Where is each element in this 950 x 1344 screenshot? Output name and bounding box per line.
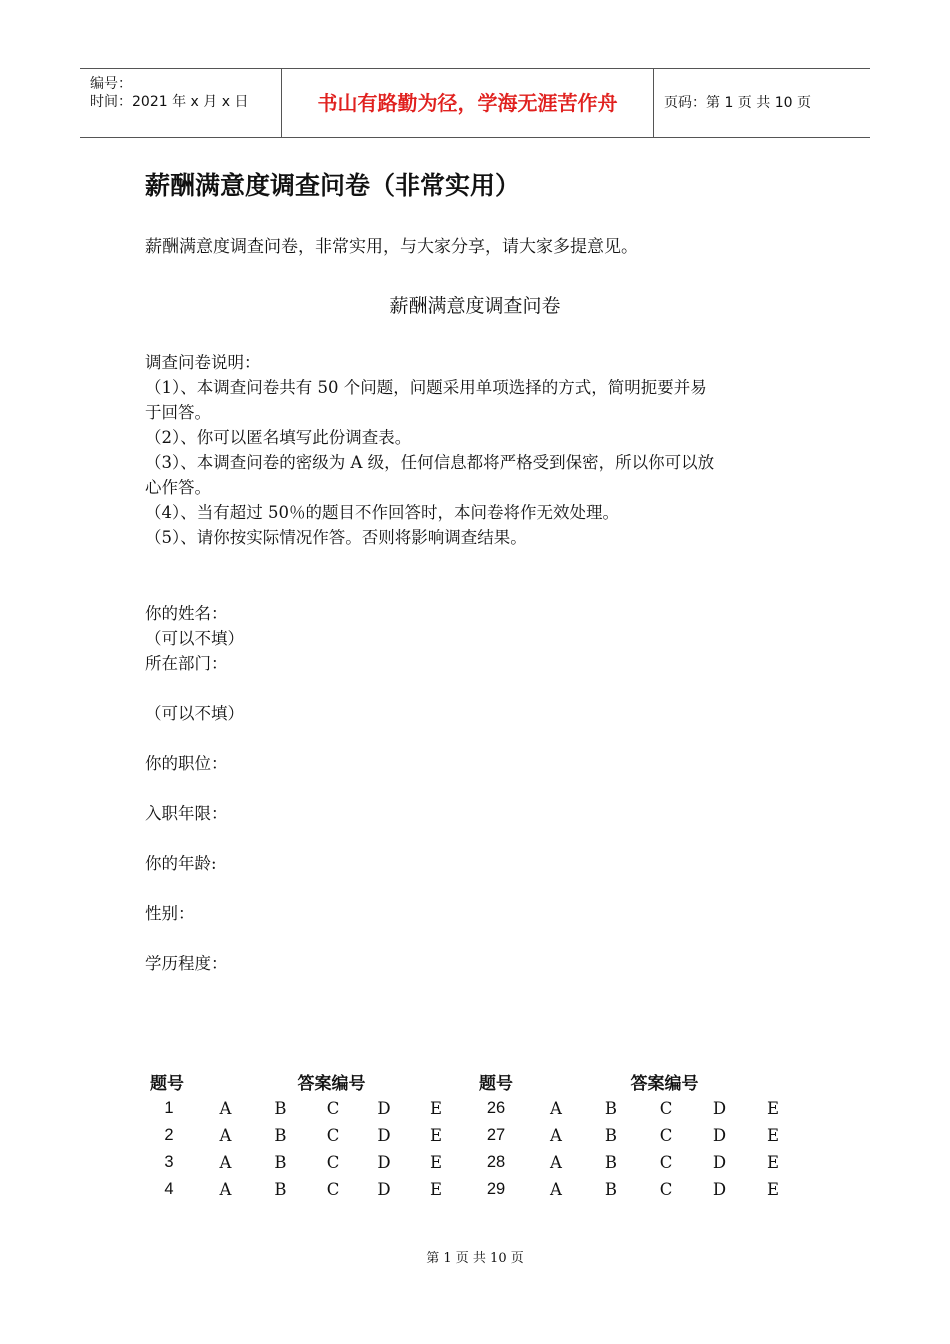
- option-e[interactable]: E: [766, 1180, 780, 1199]
- questionnaire-subtitle: 薪酬满意度调查问卷: [389, 295, 561, 317]
- department-field-label: 所在部门：: [145, 654, 228, 673]
- gender-field-label: 性别：: [145, 904, 195, 923]
- instruction-item: （2）、你可以匿名填写此份调查表。: [145, 428, 412, 447]
- position-field-label: 你的职位：: [145, 754, 228, 773]
- option-b[interactable]: B: [274, 1099, 287, 1118]
- option-d[interactable]: D: [377, 1153, 391, 1172]
- table-row: [140, 1095, 799, 1122]
- option-a[interactable]: A: [550, 1099, 562, 1118]
- option-a[interactable]: A: [219, 1180, 232, 1199]
- question-number: 27: [486, 1126, 506, 1144]
- header-page-info: 页码：第 1 页 共 10 页: [664, 95, 811, 111]
- option-c[interactable]: C: [326, 1099, 340, 1118]
- instruction-item: （5）、请你按实际情况作答。否则将影响调查结果。: [145, 528, 527, 547]
- option-c[interactable]: C: [659, 1180, 673, 1199]
- header-divider: [653, 69, 654, 137]
- option-b[interactable]: B: [274, 1126, 287, 1145]
- option-b[interactable]: B: [604, 1153, 618, 1172]
- question-number-header: 题号: [479, 1073, 513, 1094]
- option-d[interactable]: D: [712, 1099, 727, 1118]
- instruction-item: （3）、本调查问卷的密级为 A 级，任何信息都将严格受到保密，所以你可以放 心作答。: [145, 453, 715, 497]
- table-row: [140, 1176, 799, 1203]
- page-footer: 第 1 页 共 10 页: [426, 1251, 524, 1266]
- instruction-item: （4）、当有超过 50％的题目不作回答时，本问卷将作无效处理。: [145, 503, 619, 522]
- table-row: [140, 1122, 799, 1149]
- name-field-note: （可以不填）: [145, 629, 244, 648]
- option-a[interactable]: A: [550, 1180, 562, 1199]
- option-e[interactable]: E: [429, 1099, 443, 1118]
- answer-table: [140, 1067, 799, 1203]
- education-field-label: 学历程度：: [145, 954, 228, 973]
- option-d[interactable]: D: [377, 1126, 391, 1145]
- number-label: 编号：: [90, 76, 132, 92]
- option-d[interactable]: D: [377, 1099, 391, 1118]
- instructions-heading: 调查问卷说明：: [145, 353, 261, 372]
- option-c[interactable]: C: [326, 1180, 340, 1199]
- option-c[interactable]: C: [659, 1126, 673, 1145]
- tenure-field-label: 入职年限：: [145, 804, 228, 823]
- department-field-note: （可以不填）: [145, 704, 244, 723]
- option-b[interactable]: B: [604, 1126, 618, 1145]
- option-a[interactable]: A: [219, 1126, 232, 1145]
- option-a[interactable]: A: [219, 1153, 232, 1172]
- option-d[interactable]: D: [377, 1180, 391, 1199]
- question-number-header: 题号: [150, 1073, 184, 1094]
- option-c[interactable]: C: [659, 1099, 673, 1118]
- instructions: [145, 350, 825, 550]
- option-e[interactable]: E: [766, 1126, 780, 1145]
- option-d[interactable]: D: [712, 1126, 727, 1145]
- document-title: 薪酬满意度调查问卷（非常实用）: [145, 171, 521, 200]
- question-number: 28: [486, 1153, 506, 1171]
- option-b[interactable]: B: [274, 1153, 287, 1172]
- option-a[interactable]: A: [219, 1099, 232, 1118]
- option-e[interactable]: E: [429, 1180, 443, 1199]
- table-row: [140, 1149, 799, 1176]
- option-b[interactable]: B: [274, 1180, 287, 1199]
- answer-table-header: [140, 1067, 799, 1095]
- instruction-item: （1）、本调查问卷共有 50 个问题，问题采用单项选择的方式，简明扼要并易 于回答。: [145, 378, 707, 422]
- date-label: 时间：2021 年 x 月 x 日: [90, 94, 249, 110]
- option-d[interactable]: D: [712, 1153, 727, 1172]
- question-number: 29: [486, 1180, 506, 1198]
- header-motto: 书山有路勤为径，学海无涯苦作舟: [317, 91, 618, 115]
- question-number: 26: [486, 1099, 506, 1117]
- option-b[interactable]: B: [604, 1180, 618, 1199]
- option-a[interactable]: A: [550, 1126, 562, 1145]
- option-c[interactable]: C: [659, 1153, 673, 1172]
- option-c[interactable]: C: [326, 1153, 340, 1172]
- intro-text: 薪酬满意度调查问卷，非常实用，与大家分享，请大家多提意见。: [145, 237, 638, 257]
- option-b[interactable]: B: [604, 1099, 618, 1118]
- option-e[interactable]: E: [429, 1153, 443, 1172]
- age-field-label: 你的年龄:: [145, 854, 217, 873]
- answer-code-header: 答案编号: [630, 1073, 699, 1094]
- option-e[interactable]: E: [766, 1153, 780, 1172]
- option-d[interactable]: D: [712, 1180, 727, 1199]
- option-e[interactable]: E: [429, 1126, 443, 1145]
- question-number: 4: [164, 1180, 174, 1198]
- name-field-label: 你的姓名：: [145, 604, 228, 623]
- option-e[interactable]: E: [766, 1099, 780, 1118]
- page-header: [80, 68, 870, 138]
- question-number: 2: [164, 1126, 174, 1144]
- answer-code-header: 答案编号: [297, 1073, 366, 1094]
- header-meta: [80, 69, 280, 137]
- option-c[interactable]: C: [326, 1126, 340, 1145]
- question-number: 3: [164, 1153, 174, 1171]
- option-a[interactable]: A: [550, 1153, 562, 1172]
- question-number: 1: [164, 1099, 174, 1117]
